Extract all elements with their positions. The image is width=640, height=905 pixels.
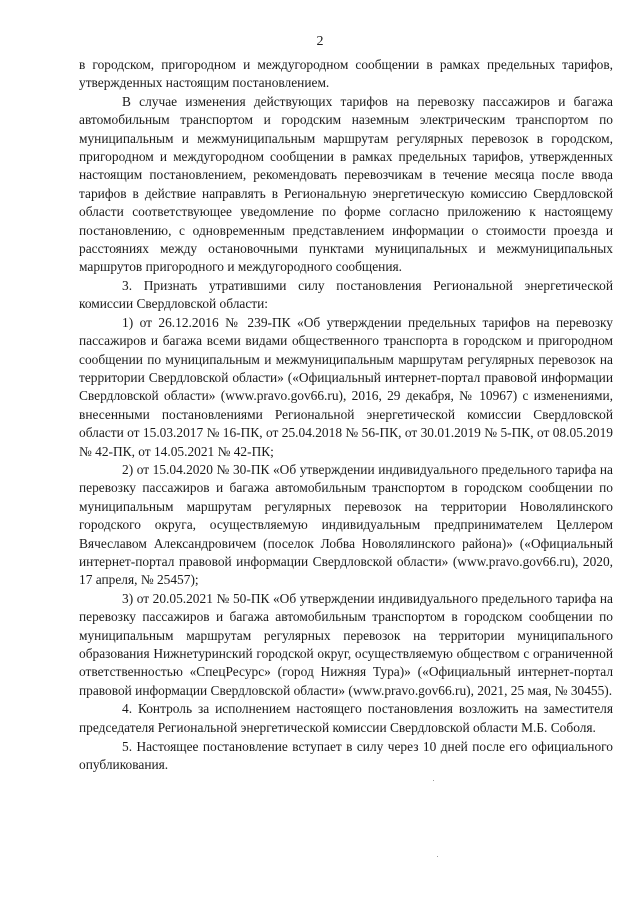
paragraph-item-2: 2) от 15.04.2020 № 30-ПК «Об утверждении индивидуального предельного тарифа на перевозку пассажиров и багажа автомобильным транспортом в городском сообщении по муниципальным маршрутам регулярных перевозок на территории Новолялинского городского округа, осуществляемую индивидуальным предпринимателем Целлером Вячеславом Александровичем (поселок Лобва Новолялинского района)» («Официальный интернет-портал правовой информации Свердловской области» (www.pravo.gov66.ru), 2020, 17 апреля, № 25457); (79, 461, 613, 588)
page-number: 2 (316, 34, 324, 49)
paragraph-continuation: в городском, пригородном и междугородном сообщении в рамках предельных тарифов, утвержденных настоящим постановлением. (79, 57, 613, 91)
paragraph-clause-4: 4. Контроль за исполнением настоящего постановления возложить на заместителя председателя Региональной энергетической комиссии Свердловской области М.Б. Соболя. (79, 701, 613, 735)
scan-speck (437, 856, 438, 857)
scan-speck (433, 780, 434, 781)
document-body (79, 56, 613, 775)
paragraph-clause-5: 5. Настоящее постановление вступает в силу через 10 дней после его официального опубликования. (79, 739, 613, 773)
paragraph-tariff-change: В случае изменения действующих тарифов на перевозку пассажиров и багажа автомобильным транспортом и городским наземным электрическим транспортом по муниципальным и межмуниципальным маршрутам регулярных перевозок в городском, пригородном и междугородном сообщении в рамках предельных тарифов, утвержденных настоящим постановлением, рекомендовать перевозчикам в течение месяца после ввода тарифов в действие направлять в Региональную энергетическую комиссию Свердловской области соответствующее уведомление по форме согласно приложению к настоящему постановлению, с одновременным представлением информации о стоимости проезда и расстояниях между остановочными пунктами муниципальных и межмуниципальных маршрутов пригородного и междугородного сообщения. (79, 93, 613, 275)
paragraph-item-3: 3) от 20.05.2021 № 50-ПК «Об утверждении индивидуального предельного тарифа на перевозку пассажиров и багажа автомобильным транспортом в городском сообщении по муниципальным маршрутам регулярных перевозок на территории муниципального образования Нижнетуринский городской округ, осуществляемую обществом с ограниченной ответственностью «СпецРесурс» (город Нижняя Тура)» («Официальный интернет-портал правовой информации Свердловской области» (www.pravo.gov66.ru), 2021, 25 мая, № 30455). (79, 590, 613, 698)
paragraph-clause-3: 3. Признать утратившими силу постановления Региональной энергетической комиссии Свердловской области: (79, 277, 613, 312)
paragraph-item-1: 1) от 26.12.2016 № 239-ПК «Об утверждении предельных тарифов на перевозку пассажиров и багажа всеми видами общественного транспорта в городском и пригородном сообщении по муниципальным и межмуниципальным маршрутам регулярных перевозок на территории Свердловской области» («Официальный интернет-портал правовой информации Свердловской области» (www.pravo.gov66.ru), 2016, 29 декабря, № 10967) с изменениями, внесенными постановлениями Региональной энергетической комиссии Свердловской области от 15.03.2017 № 16-ПК, от 25.04.2018 № 56-ПК, от 30.01.2019 № 5-ПК, от 08.05.2019 № 42-ПК, от 14.05.2021 № 42-ПК; (79, 314, 613, 459)
